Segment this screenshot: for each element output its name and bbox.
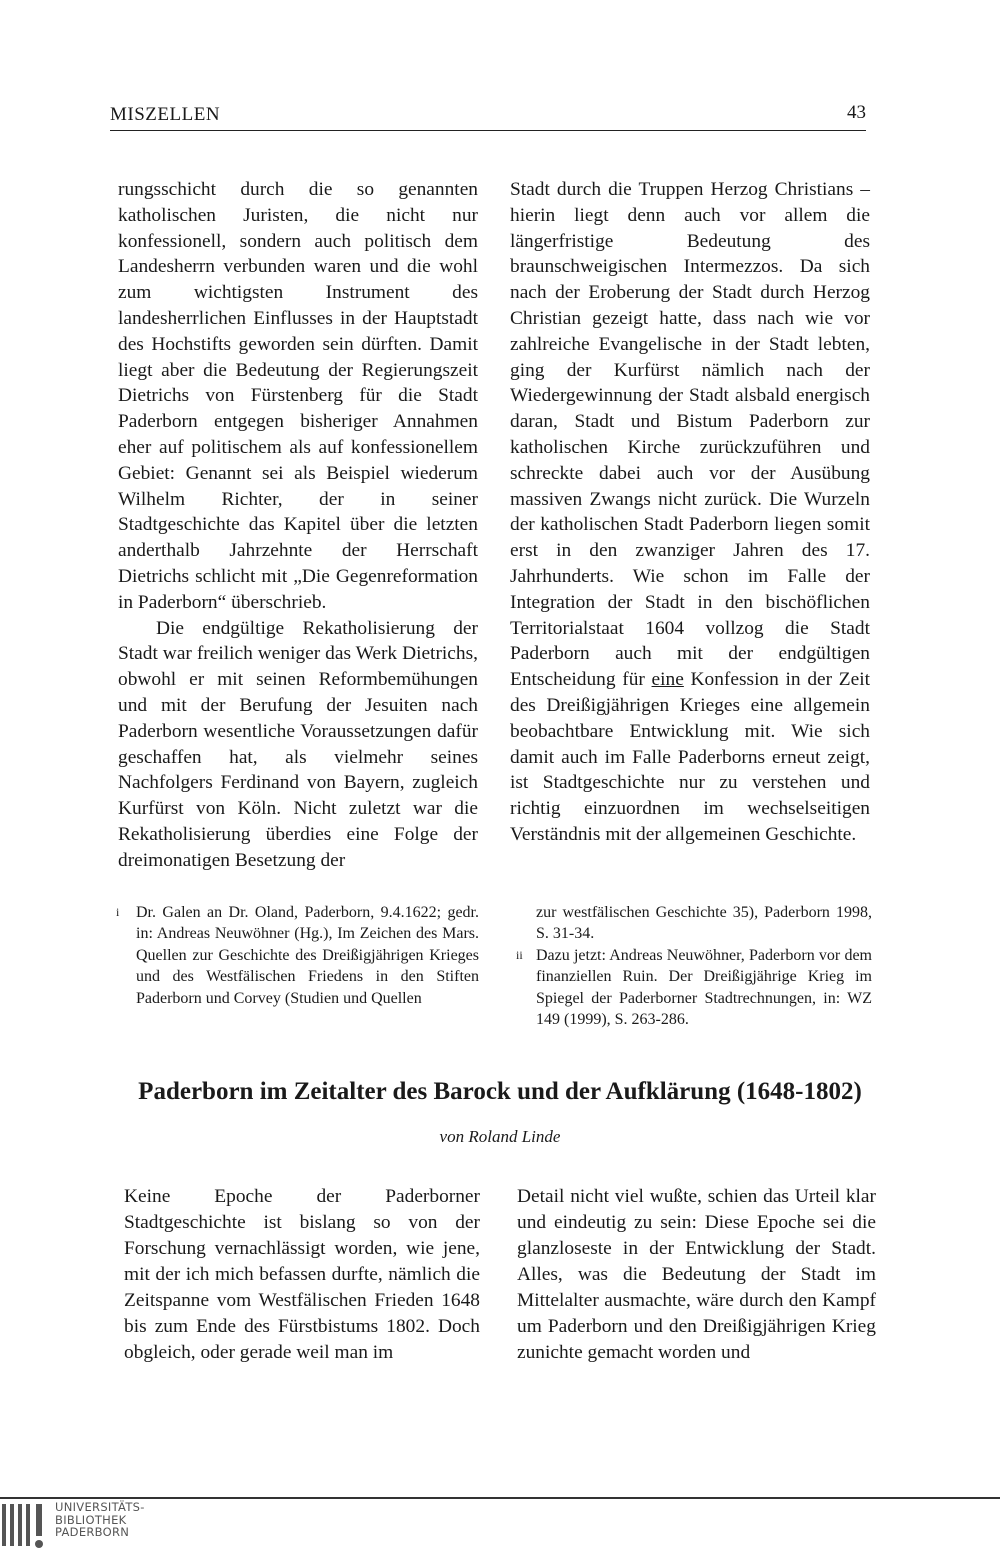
right-paragraph-1 bbox=[510, 177, 870, 848]
footnote-1 bbox=[116, 902, 479, 1009]
footnote-column-right bbox=[516, 902, 872, 1030]
article-right-column bbox=[517, 1184, 876, 1366]
article-title: Paderborn im Zeitalter des Barock und der Aufklärung (1648-1802) bbox=[138, 1078, 862, 1105]
footnote-1-marker: i bbox=[116, 905, 120, 919]
footnote-2-marker: ii bbox=[516, 947, 523, 962]
article-left-paragraph: Keine Epoche der Paderborner Stadtgeschichte ist bislang so von der Forschung vernachlässigt worden, wie jene, mit der ich mich befassen durfte, nämlich die Zeitspanne vom Westfälischen Frieden 1648 bis zum Ende des Fürstbistums 1802. Doch obgleich, oder gerade weil man im bbox=[124, 1186, 480, 1363]
right-text-before: Stadt durch die Truppen Herzog Christians – hierin liegt denn auch vor allem die längerfristige Bedeutung des braunschweigischen Intermezzos. Da sich nach der Eroberung der Stadt durch Herzog Christian gezeigt hatte, dass nach wie vor zahlreiche Evangelische in der Stadt lebten, ging der Kurfürst nämlich nach der Wiedergewinnung der Stadt alsbald energisch daran, Stadt und Bistum Paderborn zur katholischen Kirche zurückzuführen und schreckte dabei auch vor der Ausübung massiven Zwangs nicht zurück. Die Wurzeln der katholischen Stadt Paderborn liegen somit erst in den zwanziger Jahren des 17. Jahrhunderts. Wie schon im Falle der Integration der Stadt in den bischöflichen Territorialstaat 1604 vollzog die Stadt Paderborn auch mit der endgültigen Entscheidung für bbox=[510, 179, 870, 691]
library-name bbox=[55, 1501, 145, 1539]
running-header bbox=[110, 100, 866, 131]
footnote-2-text: Dazu jetzt: Andreas Neuwöhner, Paderborn vor dem finanziellen Ruin. Der Dreißigjährige Krieg im Spiegel der Paderborner Stadtrechnungen, in: WZ 149 (1999), S. 263-286. bbox=[536, 946, 872, 1029]
article-author: von Roland Linde bbox=[439, 1127, 561, 1146]
footer-rule bbox=[0, 1497, 1000, 1499]
footnote-1-continuation: zur westfälischen Geschichte 35), Paderborn 1998, S. 31-34. bbox=[536, 904, 872, 943]
footnote-1-text: Dr. Galen an Dr. Oland, Paderborn, 9.4.1622; gedr. in: Andreas Neuwöhner (Hg.), Im Zeichen des Mars. Quellen zur Geschichte des Dreißigjährigen Krieges und des Westfälischen Friedens in den Stiften Paderborn und Corvey (Studien und Quellen bbox=[136, 904, 479, 1007]
emphasized-word: eine bbox=[651, 669, 684, 691]
section-title: MISZELLEN bbox=[110, 104, 221, 125]
right-column bbox=[510, 177, 870, 848]
article-right-paragraph: Detail nicht viel wußte, schien das Urteil klar und eindeutig zu sein: Diese Epoche sei die glanzloseste in der Entwicklung der Stadt. Alles, was die Bedeutung der Stadt im Mittelalter ausmachte, wäre durch den Kampf um Paderborn und den Dreißigjährigen Krieg zunichte gemacht worden und bbox=[517, 1186, 876, 1363]
library-name-line-1: UNIVERSITÄTS- bbox=[55, 1500, 145, 1514]
library-logo-icon bbox=[0, 1500, 50, 1550]
left-column bbox=[118, 177, 478, 874]
page-number: 43 bbox=[847, 102, 866, 123]
library-name-line-2: BIBLIOTHEK bbox=[55, 1512, 127, 1527]
article-left-column bbox=[124, 1184, 480, 1366]
library-name-line-3: PADERBORN bbox=[55, 1525, 130, 1539]
left-paragraph-1: rungsschicht durch die so genannten katholischen Juristen, die nicht nur konfessionell, sondern auch politisch dem Landesherrn verbunden waren und die wohl zum wichtigsten Instrument des landesherrlichen Einflusses in der Hauptstadt des Hochstifts geworden sein dürften. Damit liegt aber die Bedeutung der Regierungszeit Dietrichs von Fürstenberg für die Stadt Paderborn entgegen bisheriger Annahmen eher auf politischem als auf konfessionellem Gebiet: Genannt sei als Beispiel wiederum Wilhelm Richter, der in seiner Stadtgeschichte das Kapitel über die letzten anderthalb Jahrzehnte der Herrschaft Dietrichs schlicht mit „Die Gegenreformation in Paderborn“ überschrieb. bbox=[118, 179, 478, 613]
right-text-after: Konfession in der Zeit des Dreißigjährigen Krieges eine allgemein beobachtbare Entwicklung mit. Wie sich damit auch im Falle Paderborns erneut zeigt, ist Stadtgeschichte nur zu verstehen und richtig einzuordnen im wechselseitigen Verständnis mit der allgemeinen Geschichte. bbox=[510, 669, 870, 845]
left-paragraph-2: Die endgültige Rekatholisierung der Stadt war freilich weniger das Werk Dietrichs, obwohl er mit seinen Reformbemühungen und mit der Berufung der Jesuiten nach Paderborn wesentliche Voraussetzungen dafür geschaffen hat, als vielmehr seines Nachfolgers Ferdinand von Bayern, zugleich Kurfürst von Köln. Nicht zuletzt war die Rekatholisierung überdies eine Folge der dreimonatigen Besetzung der bbox=[118, 617, 478, 871]
footnote-2 bbox=[516, 945, 872, 1031]
